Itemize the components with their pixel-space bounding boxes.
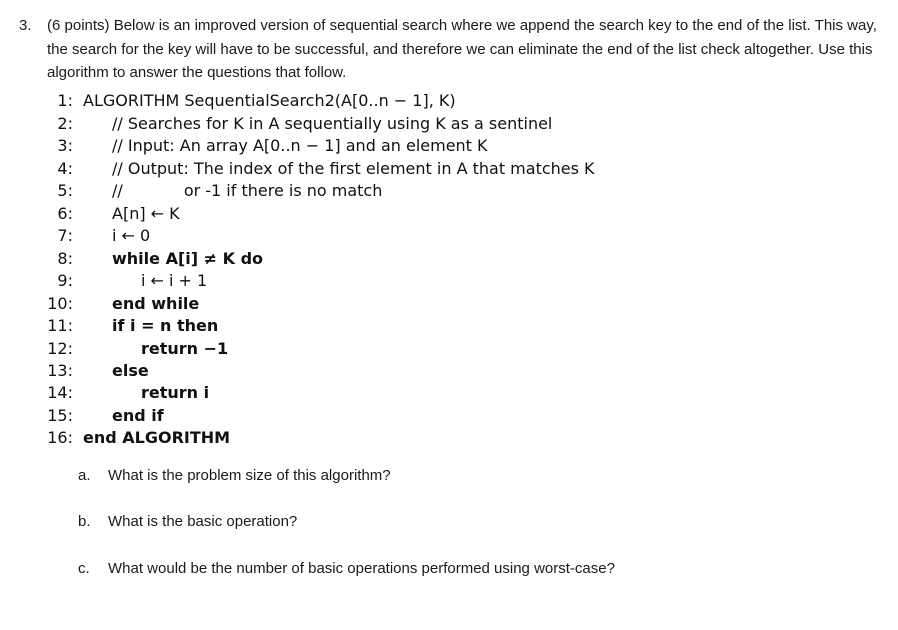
line-number: 14: bbox=[47, 383, 73, 402]
algorithm-code: // Input: An array A[0..n − 1] and an element K bbox=[112, 136, 488, 155]
algorithm-code: return −1 bbox=[141, 339, 229, 358]
line-number: 9: bbox=[57, 271, 73, 290]
line-number: 8: bbox=[57, 249, 73, 268]
algorithm-code: // Searches for K in A sequentially using K as a sentinel bbox=[112, 114, 553, 133]
algorithm-code: // Output: The index of the first element in A that matches K bbox=[112, 159, 595, 178]
sub-question-label: a. bbox=[78, 467, 91, 484]
line-number: 10: bbox=[47, 294, 73, 313]
line-number: 15: bbox=[47, 406, 73, 425]
algorithm-code: return i bbox=[141, 383, 210, 402]
line-number: 1: bbox=[57, 91, 73, 110]
line-number: 4: bbox=[57, 159, 73, 178]
algorithm-code: // or -1 if there is no match bbox=[112, 181, 383, 200]
line-number: 3: bbox=[57, 136, 73, 155]
line-number: 5: bbox=[57, 181, 73, 200]
line-number: 7: bbox=[57, 226, 73, 245]
algorithm-code: end ALGORITHM bbox=[83, 428, 231, 447]
line-number: 6: bbox=[57, 204, 73, 223]
question-number: 3. bbox=[19, 17, 32, 34]
sub-question-text: What is the problem size of this algorithm? bbox=[108, 467, 391, 484]
sub-question-text: What would be the number of basic operations performed using worst-case? bbox=[108, 560, 615, 577]
sub-question-label: c. bbox=[78, 560, 90, 577]
algorithm-code: ALGORITHM SequentialSearch2(A[0..n − 1], K) bbox=[83, 91, 456, 110]
line-number: 2: bbox=[57, 114, 73, 133]
line-number: 16: bbox=[47, 428, 73, 447]
sub-question-label: b. bbox=[78, 513, 91, 530]
question-text: (6 points) Below is an improved version of sequential search where we append the search key to the end of the list. This way, the search for the key will have to be successful, and therefore we can eliminate the end of the list check altogether. Use this algorithm to answer the questions that follow. bbox=[47, 17, 877, 81]
sub-question-text: What is the basic operation? bbox=[108, 513, 298, 530]
algorithm-code: end while bbox=[112, 294, 200, 313]
line-number: 11: bbox=[47, 316, 73, 335]
algorithm-code: A[n] ← K bbox=[112, 204, 180, 223]
line-number: 12: bbox=[47, 339, 73, 358]
algorithm-code: else bbox=[112, 361, 149, 380]
algorithm-code: if i = n then bbox=[112, 316, 219, 335]
line-number: 13: bbox=[47, 361, 73, 380]
algorithm-code: i ← 0 bbox=[112, 226, 151, 245]
algorithm-code: end if bbox=[112, 406, 164, 425]
algorithm-code: i ← i + 1 bbox=[141, 271, 208, 290]
algorithm-code: while A[i] ≠ K do bbox=[112, 249, 264, 268]
